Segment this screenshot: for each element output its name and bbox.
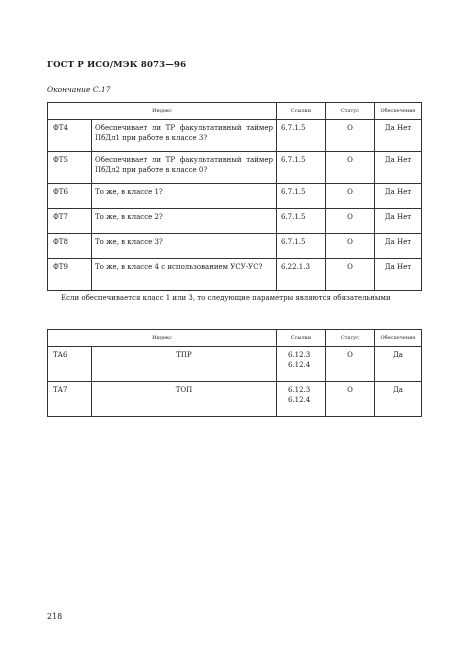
col-header-support: Обеспечение bbox=[375, 330, 422, 347]
row-question: Обеспечивает ли ТР факультативный таймер ПбДл2 при работе в классе 0? bbox=[92, 152, 277, 184]
table-row bbox=[48, 184, 422, 209]
col-header-index: Индекс bbox=[48, 330, 277, 347]
row-support: Да Нет bbox=[375, 259, 422, 291]
row-parameter-name: ТОП bbox=[92, 382, 277, 417]
row-status: О bbox=[326, 152, 375, 184]
row-question: То же, в классе 4 с использованием УСУ-УС? bbox=[92, 259, 277, 291]
table-row bbox=[48, 347, 422, 382]
row-index: ТА6 bbox=[48, 347, 92, 382]
table-row bbox=[48, 259, 422, 291]
row-reference: 6.7.1.5 bbox=[277, 209, 326, 234]
row-support: Да bbox=[375, 347, 422, 382]
row-index: ФТ4 bbox=[48, 120, 92, 152]
col-header-index: Индекс bbox=[48, 103, 277, 120]
table-row bbox=[48, 152, 422, 184]
row-reference-1: 6.12.3 bbox=[288, 386, 311, 394]
row-support: Да Нет bbox=[375, 120, 422, 152]
row-reference: 6.7.1.5 bbox=[277, 184, 326, 209]
row-support: Да Нет bbox=[375, 184, 422, 209]
row-support: Да Нет bbox=[375, 209, 422, 234]
body-paragraph: Если обеспечивается класс 1 или 3, то следующие параметры являются обязательными bbox=[61, 294, 391, 302]
row-support: Да Нет bbox=[375, 234, 422, 259]
row-references bbox=[277, 382, 326, 417]
row-question: Обеспечивает ли ТР факультативный таймер ПбДл1 при работе в классе 3? bbox=[92, 120, 277, 152]
row-index: ФТ7 bbox=[48, 209, 92, 234]
row-question: То же, в классе 3? bbox=[92, 234, 277, 259]
row-reference: 6.7.1.5 bbox=[277, 234, 326, 259]
col-header-status: Статус bbox=[326, 330, 375, 347]
row-index: ФТ9 bbox=[48, 259, 92, 291]
row-status: О bbox=[326, 382, 375, 417]
table-row bbox=[48, 209, 422, 234]
table-row bbox=[48, 382, 422, 417]
row-question: То же, в классе 1? bbox=[92, 184, 277, 209]
row-parameter-name: ТПР bbox=[92, 347, 277, 382]
col-header-refs: Ссылки bbox=[277, 330, 326, 347]
row-references bbox=[277, 347, 326, 382]
col-header-status: Статус bbox=[326, 103, 375, 120]
row-reference-2: 6.12.4 bbox=[288, 361, 311, 369]
row-index: ТА7 bbox=[48, 382, 92, 417]
table-caption: Окончание С.17 bbox=[47, 85, 111, 94]
row-reference-1: 6.12.3 bbox=[288, 351, 311, 359]
row-status: О bbox=[326, 209, 375, 234]
row-index: ФТ8 bbox=[48, 234, 92, 259]
row-status: О bbox=[326, 259, 375, 291]
document-header: ГОСТ Р ИСО/МЭК 8073—96 bbox=[47, 60, 187, 70]
row-status: О bbox=[326, 184, 375, 209]
row-status: О bbox=[326, 234, 375, 259]
row-status: О bbox=[326, 120, 375, 152]
row-reference-2: 6.12.4 bbox=[288, 396, 311, 404]
parameters-table-1 bbox=[47, 102, 422, 291]
row-reference: 6.22.1.3 bbox=[277, 259, 326, 291]
col-header-support: Обеспечение bbox=[375, 103, 422, 120]
table-row bbox=[48, 120, 422, 152]
row-status: О bbox=[326, 347, 375, 382]
col-header-refs: Ссылки bbox=[277, 103, 326, 120]
row-index: ФТ6 bbox=[48, 184, 92, 209]
row-question: То же, в классе 2? bbox=[92, 209, 277, 234]
row-reference: 6.7.1.5 bbox=[277, 120, 326, 152]
row-reference: 6.7.1.5 bbox=[277, 152, 326, 184]
table-row bbox=[48, 234, 422, 259]
table-header-row bbox=[48, 330, 422, 347]
row-support: Да bbox=[375, 382, 422, 417]
table-header-row bbox=[48, 103, 422, 120]
row-support: Да Нет bbox=[375, 152, 422, 184]
row-index: ФТ5 bbox=[48, 152, 92, 184]
page-number: 218 bbox=[47, 612, 63, 621]
parameters-table-2 bbox=[47, 329, 422, 417]
